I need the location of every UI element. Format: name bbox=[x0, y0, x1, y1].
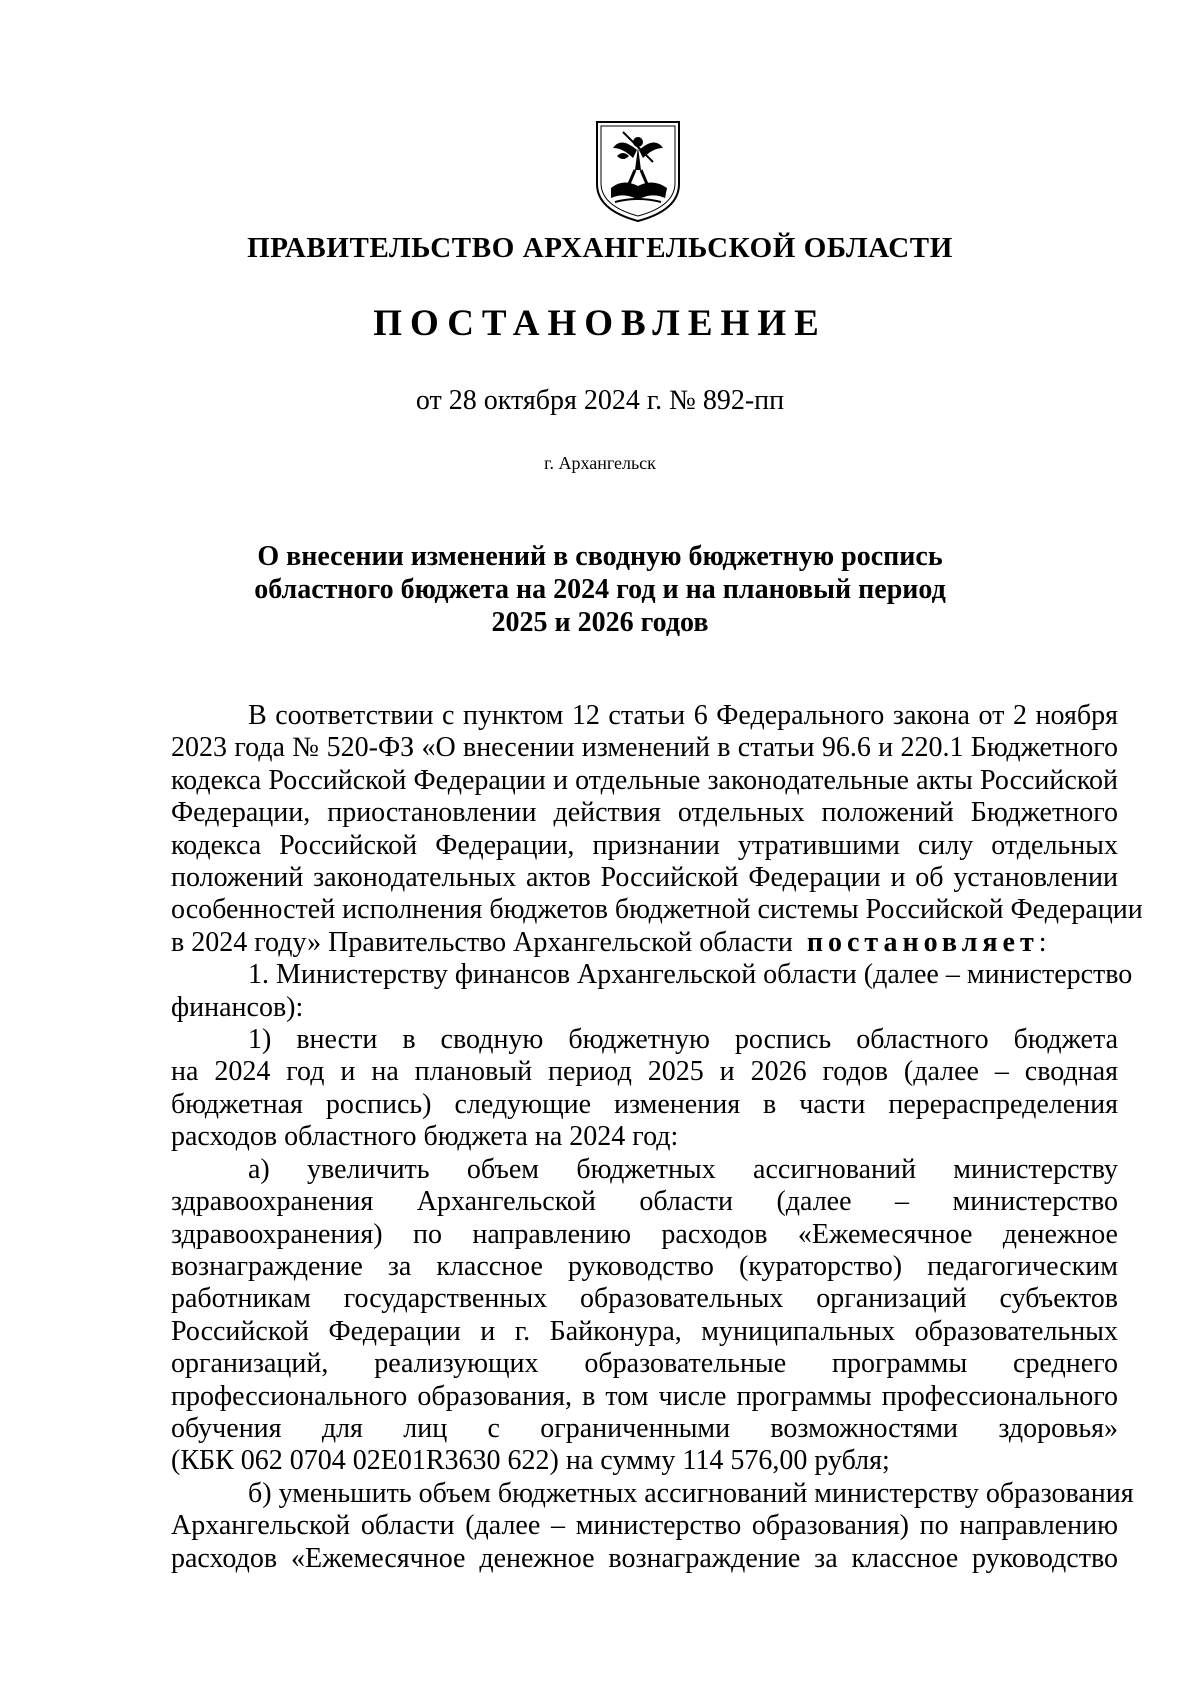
coat-of-arms-icon bbox=[593, 118, 683, 224]
body-line: организаций, реализующих образовательные программы среднего bbox=[171, 1348, 1118, 1380]
body-line: кодекса Российской Федерации, признании утратившими силу отдельных bbox=[171, 829, 1118, 861]
body-line: Российской Федерации и г. Байконура, муниципальных образовательных bbox=[171, 1315, 1118, 1347]
document-city: г. Архангельск bbox=[544, 453, 656, 473]
document-type: ПОСТАНОВЛЕНИЕ bbox=[373, 303, 827, 344]
body-line: Федерации, приостановлении действия отдельных положений Бюджетного bbox=[171, 797, 1118, 829]
body-line: здравоохранения) по направлению расходов «Ежемесячное денежное bbox=[171, 1218, 1118, 1250]
body-line: бюджетная роспись) следующие изменения в части перераспределения bbox=[171, 1088, 1118, 1120]
body-line: положений законодательных актов Российской Федерации и об установлении bbox=[171, 862, 1118, 894]
document-date-number: от 28 октября 2024 г. № 892-пп bbox=[415, 385, 785, 416]
body-line: 2023 года № 520-ФЗ «О внесении изменений в статьи 96.6 и 220.1 Бюджетного bbox=[171, 732, 1118, 764]
body-line: (КБК 062 0704 02Е01R3630 622) на сумму 114 576,00 рубля; bbox=[171, 1445, 890, 1477]
body-line: на 2024 год и на плановый период 2025 и 2026 годов (далее – сводная bbox=[171, 1056, 1118, 1088]
resolution-verb: постановляет bbox=[806, 926, 1039, 958]
subject-line: областного бюджета на 2024 год и на плановый период bbox=[254, 574, 946, 605]
body-line: 1. Министерству финансов Архангельской области (далее – министерство bbox=[248, 959, 1133, 991]
body-line: 1) внести в сводную бюджетную роспись областного бюджета bbox=[248, 1024, 1118, 1056]
body-line-text: в 2024 году» Правительство Архангельской области bbox=[171, 926, 793, 958]
body-line: а) увеличить объем бюджетных ассигнований министерству bbox=[248, 1153, 1118, 1185]
subject-line: О внесении изменений в сводную бюджетную роспись bbox=[257, 541, 943, 572]
body-line: обучения для лиц с ограниченными возможностями здоровья» bbox=[171, 1412, 1118, 1444]
body-line: расходов «Ежемесячное денежное вознаграждение за классное руководство bbox=[171, 1542, 1118, 1574]
body-line: Архангельской области (далее – министерство образования) по направлению bbox=[171, 1510, 1118, 1542]
body-line: профессионального образования, в том числе программы профессионального bbox=[171, 1380, 1118, 1412]
body-line: б) уменьшить объем бюджетных ассигнований министерству образования bbox=[248, 1477, 1134, 1509]
organization-name: ПРАВИТЕЛЬСТВО АРХАНГЕЛЬСКОЙ ОБЛАСТИ bbox=[247, 232, 953, 264]
body-line: работникам государственных образовательных организаций субъектов bbox=[171, 1283, 1118, 1315]
body-line: вознаграждение за классное руководство (кураторство) педагогическим bbox=[171, 1250, 1118, 1282]
body-line: особенностей исполнения бюджетов бюджетной системы Российской Федерации bbox=[171, 894, 1143, 926]
subject-line: 2025 и 2026 годов bbox=[491, 607, 709, 638]
body-line: кодекса Российской Федерации и отдельные законодательные акты Российской bbox=[171, 764, 1118, 796]
document-subject bbox=[0, 540, 1200, 639]
body-line-with-verb bbox=[171, 927, 1118, 959]
resolution-colon: : bbox=[1038, 926, 1047, 958]
document-body bbox=[171, 700, 1143, 1575]
body-line: расходов областного бюджета на 2024 год: bbox=[171, 1121, 679, 1153]
body-line: В соответствии с пунктом 12 статьи 6 Федерального закона от 2 ноября bbox=[248, 700, 1118, 731]
body-line: финансов): bbox=[171, 991, 304, 1023]
body-line: здравоохранения Архангельской области (далее – министерство bbox=[171, 1186, 1118, 1218]
